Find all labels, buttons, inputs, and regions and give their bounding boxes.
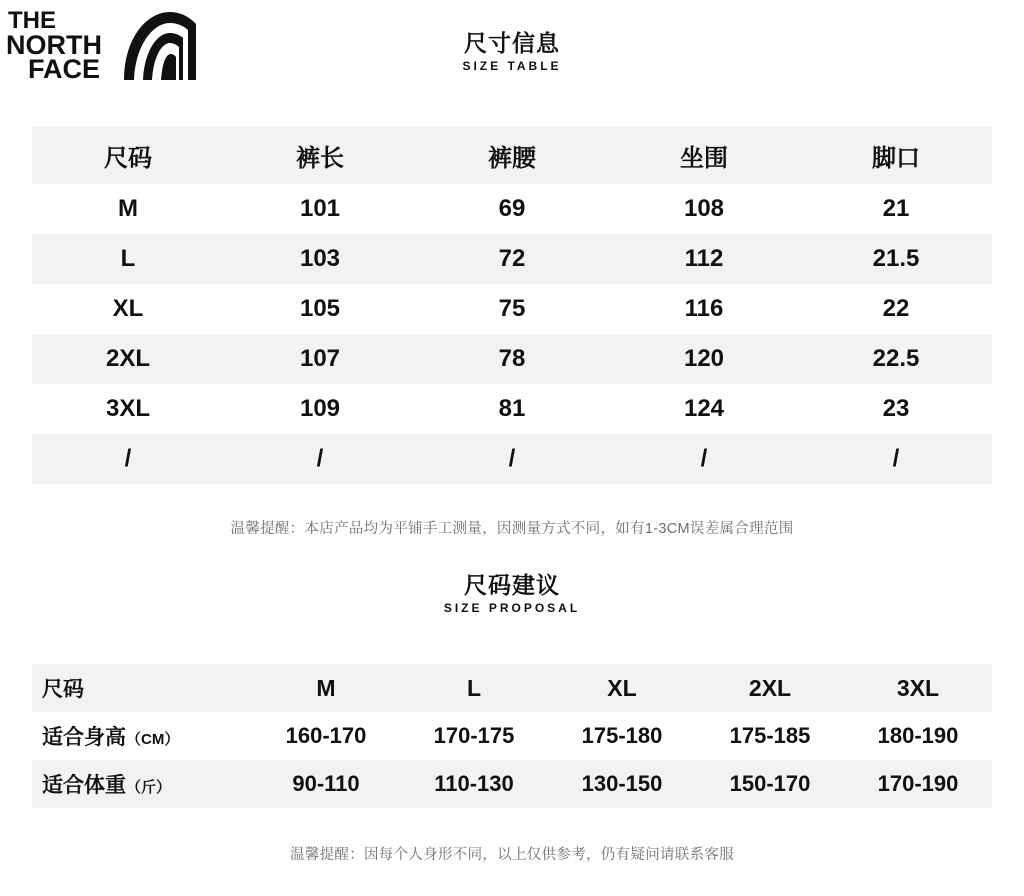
proposal-cell-weight-m: 90-110 [292,771,360,796]
size-proposal-title [0,570,1024,616]
table-header-row [32,126,992,184]
cell-hip: 112 [684,245,724,272]
cell-pant-length: 101 [299,195,341,222]
proposal-cell-weight-l: 110-130 [434,771,514,796]
column-header-waist: 裤腰 [488,144,536,172]
proposal-row-label-weight [32,760,252,808]
proposal-cell-height-3xl: 180-190 [877,723,959,748]
proposal-header-xl: XL [607,674,637,701]
cell-leg-opening: 22 [882,295,910,322]
size-proposal-title-en: SIZE PROPOSAL [443,601,581,615]
size-table-container [32,126,992,484]
column-header-leg-opening: 脚口 [872,144,920,172]
column-header-hip: 坐围 [680,144,728,172]
column-header-size: 尺码 [104,144,152,172]
proposal-cell-height-m: 160-170 [285,723,367,748]
cell-waist: 69 [498,195,526,222]
cell-pant-length: 105 [299,295,341,322]
proposal-cell-height-xl: 175-180 [581,723,663,748]
table-row [32,384,992,434]
size-table-note: 温馨提醒：本店产品均为平铺手工测量，因测量方式不同，如有1-3CM误差属合理范围 [230,521,794,537]
svg-text:NORTH: NORTH [6,30,102,60]
cell-pant-length: 107 [299,345,341,372]
size-table-title-cn: 尺寸信息 [464,30,560,56]
cell-size: XL [112,295,144,322]
size-table-title-en: SIZE TABLE [462,59,562,73]
cell-size: / [124,445,132,472]
size-table [32,126,992,484]
table-row [32,184,992,234]
cell-size: 3XL [105,395,150,422]
cell-waist: 75 [498,295,526,322]
proposal-header-size: 尺码 [42,678,84,701]
proposal-row-label-height [32,712,252,760]
cell-size: L [120,245,136,272]
proposal-row-label-height-text: 适合身高 [42,726,126,749]
proposal-row-label-weight-text: 适合体重 [42,774,126,797]
cell-pant-length: 109 [299,395,341,422]
cell-hip: 120 [683,345,725,372]
cell-leg-opening: 23 [882,395,910,422]
table-row [32,334,992,384]
size-proposal-container [32,664,992,808]
proposal-header-row [32,664,992,712]
size-table-title [0,28,1024,74]
proposal-header-m: M [316,674,336,701]
proposal-cell-weight-2xl: 150-170 [729,771,811,796]
proposal-header-3xl: 3XL [896,674,940,701]
proposal-cell-height-2xl: 175-185 [729,723,811,748]
cell-pant-length: / [316,445,324,472]
cell-pant-length: 103 [299,245,341,272]
cell-leg-opening: 21 [882,195,910,222]
cell-leg-opening: / [892,445,900,472]
proposal-cell-weight-xl: 130-150 [581,771,663,796]
size-proposal-table [32,664,992,808]
table-row [32,284,992,334]
cell-leg-opening: 21.5 [872,245,920,272]
proposal-header-l: L [466,674,482,701]
size-proposal-note: 温馨提醒：因每个人身形不同，以上仅供参考，仍有疑问请联系客服 [290,847,734,863]
proposal-row-label-weight-unit: （斤） [126,779,172,796]
cell-size: 2XL [105,345,150,372]
cell-hip: 116 [684,295,724,322]
cell-hip: / [700,445,708,472]
cell-waist: 78 [498,345,526,372]
proposal-row-weight [32,760,992,808]
proposal-cell-weight-3xl: 170-190 [877,771,959,796]
cell-leg-opening: 22.5 [872,345,920,372]
proposal-row-label-height-unit: （CM） [126,731,180,748]
cell-hip: 124 [683,395,725,422]
table-row [32,234,992,284]
svg-text:FACE: FACE [28,54,101,84]
proposal-cell-height-l: 170-175 [433,723,515,748]
cell-waist: 81 [498,395,526,422]
table-row [32,434,992,484]
cell-waist: / [508,445,516,472]
cell-size: M [118,195,138,222]
cell-hip: 108 [683,195,725,222]
column-header-pant-length: 裤长 [296,144,344,172]
proposal-header-2xl: 2XL [748,674,792,701]
svg-text:THE: THE [8,7,56,34]
size-proposal-title-cn: 尺码建议 [464,572,560,598]
proposal-row-height [32,712,992,760]
cell-waist: 72 [498,245,526,272]
